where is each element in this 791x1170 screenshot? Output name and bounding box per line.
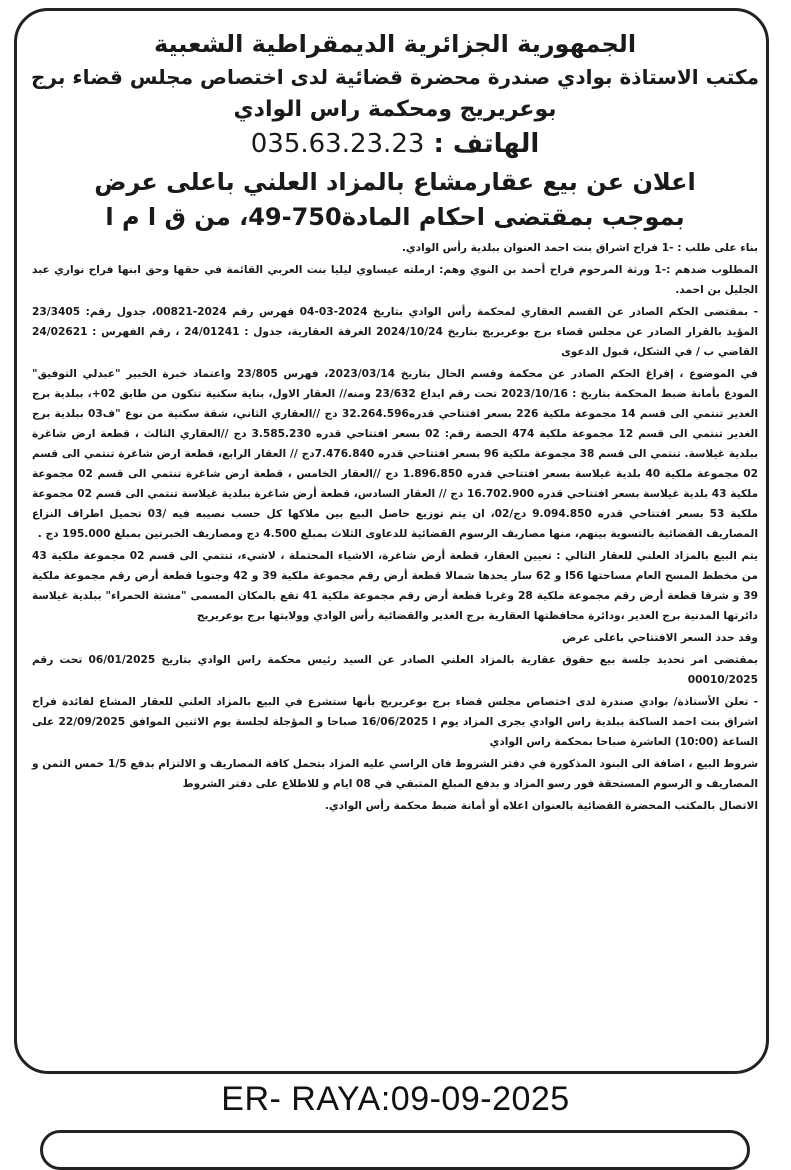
announcement-document	[26, 20, 764, 818]
body-paragraph: - تعلن الأستاذة/ بوادي صندرة لدى اختصاص مجلس قضاء برج بوعريريج بأنها ستشرع في البيع بالمزاد العلني للعقار المشاع لفائدة فراح اشراق بنت احمد الساكنة ببلدية راس الوادي يجرى المزاد يوم ا 16/06/2025 صباحا و المؤجلة لجلسة يوم الاثنين الموافق 22/09/2025 على الساعة (10:00) العاشرة صباحا بمحكمة راس الوادي	[32, 695, 759, 748]
body-paragraph: بمقتضى امر تحديد جلسة بيع حقوق عقارية بالمزاد العلني الصادر عن السيد رئيس محكمة راس الوادي بتاريخ 06/01/2025 تحت رقم 00010/2025	[32, 653, 758, 686]
body-paragraph: في الموضوع ، إفراغ الحكم الصادر عن محكمة وقسم الحال بتاريخ 2023/03/14، فهرس 23/805 واعتماد خبرة الخبير "عبدلي التوفيق" المودع بأمانة ضبط المحكمة بتاريخ : 2023/10/16 تحت رقم ايداع 23/632 ومنه// العقار الاول، بناية سكنية تتكون من طابق 02+، ببلدية برج الغدير تنتمي الى قسم 14 مجموعة ملكية 226 بسعر افتتاحي قدره32.264.596 دج //العقاري الثاني، شقة سكنية من نوع "ف03 ببلدية برج الغدير تنتمي الى قسم 12 مجموعة ملكية 474 الحصة رقم: 02 بسعر افتتاحي قدره 3.585.230 دج //العقاري الثالث ، قطعة ارض شاغرة ببلدية غيلاسة. تنتمي الى قسم 38 مجموعة ملكية 96 بسعر افتتاحي قدره 7.476.840دج // العقار الرابع، قطعة ارض شاغرة تنتمي الى قسم 02 مجموعة ملكية 40 بلدية غيلاسة بسعر افتتاحي قدره 1.896.850 دج //العقار الخامس ، قطعة ارض شاغرة تنتمي الى قسم 02 مجموعة ملكية 43 بلدية غيلاسة بسعر افتتاحي قدره 16.702.900 دج // العقار السادس، قطعة أرض شاغرة ببلدية غيلاسة تنتمي الى قسم 02 مجموعة ملكية 53 بسعر افتتاحي قدره 9.094.850 دج/02، ان يتم توزيع حاصل البيع بين ملاكها كل حسب نصيبه فيه /03 تحميل اطراف النزاع المصاريف القضائية بالتسوية بينهم، منها مصاريف الرسوم القضائية للدعاوى الثلاث بمبلغ 4.500 دج ومصاريف الخبرتين بمبلغ 195.000 دج .	[31, 367, 759, 540]
body-paragraph: الاتصال بالمكتب المحضرة القضائية بالعنوان اعلاه أو أمانة ضبط محكمة رأس الوادي.	[324, 799, 758, 812]
body-paragraph: يتم البيع بالمزاد العلني للعقار التالي : تعيين العقار، قطعة أرض شاغرة، الاشياء المحتملة ، لاشيء، تنتمي الى قسم 02 مجموعة ملكية 43 من مخطط المسح العام مساحتها 56ا و 62 سار يحدها شمالا قطعة أرض رقم مجموعة ملكية 39 و 42 وجنوبا قطعة أرض رقم مجموعة ملكية 39 و شرقا قطعة أرض رقم مجموعة ملكية 28 وغربا قطعة أرض رقم مجموعة ملكية 41 تقع بالمكان المسمى "مشتة الحمراء" ببلدية غيلاسة دائرتها المدنية برج الغدير ،ودائرة محافظتها العقارية برج الغدير والقضائية رأس الوادي وولايتها برج بوعريريج	[32, 549, 759, 622]
phone-number: 035.63.23.23	[250, 129, 425, 160]
next-article-border	[40, 1130, 750, 1170]
office-heading-line1: مكتب الاستاذة بوادي صندرة محضرة قضائية لدى اختصاص مجلس قضاء برج	[31, 64, 759, 89]
republic-heading: الجمهورية الجزائرية الديمقراطية الشعبية	[153, 30, 637, 58]
phone-label: الهاتف :	[433, 129, 540, 160]
body-paragraph: - بمقتضى الحكم الصادر عن القسم العقاري لمحكمة رأس الوادي بتاريخ 2024-03-04 فهرس رقم 2024-00821، جدول رقم: 23/3405 المؤيد بالقرار الصادر عن مجلس قضاء برج بوعريريج بتاريخ 2024/10/24 الغرفة العقارية، جدول : 24/01241 ، رقم الفهرس : 24/02621 القاضي ب / في الشكل، قبول الدعوى	[32, 305, 759, 358]
body-paragraph: شروط البيع ، اضافة الى البنود المذكورة في دفتر الشروط فان الراسي عليه المزاد بتحمل كافة المصاريف و الالتزام بدفع 1/5 خمس الثمن و المصاريف و الرسوم المستحقة فور رسو المزاد و بدفع المبلغ المتبقي في 08 ايام و للاطلاع على دفتر الشروط	[32, 757, 758, 790]
body-paragraph: المطلوب ضدهم :-1 ورثة المرحوم فراح أحمد بن النوي وهم: ارملته عيساوي ليليا بنت العربي القائمة في حقها وحق ابنها فراح نواري عبد الجليل بن احمد.	[32, 263, 758, 296]
body-paragraph: وقد حدد السعر الافتتاحي باعلى عرض	[562, 631, 758, 644]
body-paragraph: بناء على طلب : -1 فراح اشراق بنت احمد العنوان ببلدية رأس الوادي.	[401, 241, 758, 254]
announcement-title-line1: اعلان عن بيع عقارمشاع بالمزاد العلني باعلى عرض	[94, 168, 696, 197]
announcement-body	[26, 238, 764, 816]
phone-line	[26, 129, 764, 160]
announcement-title-line2: بموجب بمقتضى احكام المادة750-49، من ق ا م ا	[105, 203, 685, 232]
office-heading-line2: بوعريريج ومحكمة راس الوادي	[233, 96, 557, 122]
newspaper-source: ER- RAYA:09-09-2025	[221, 1080, 570, 1118]
